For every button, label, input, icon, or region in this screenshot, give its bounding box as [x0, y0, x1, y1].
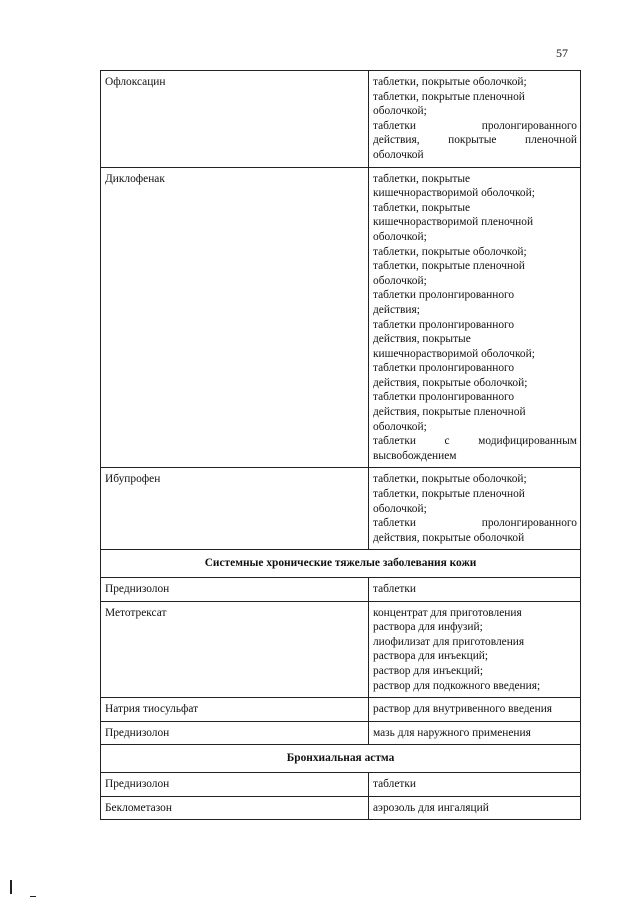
section-title: Системные хронические тяжелые заболевания кожи	[101, 550, 581, 578]
dosage-form-line: оболочкой;	[373, 274, 427, 287]
dosage-form-line: таблетки, покрытые пленочной	[373, 90, 525, 103]
dosage-form-line: оболочкой;	[373, 420, 427, 433]
dosage-form-line: раствор для подкожного введения;	[373, 679, 541, 692]
drug-name: Беклометазон	[101, 796, 369, 820]
drug-name: Преднизолон	[101, 772, 369, 796]
dosage-forms	[369, 167, 581, 468]
dosage-forms	[369, 601, 581, 698]
dosage-form-line: раствор для инъекций;	[373, 664, 484, 677]
dosage-form-line: действия, покрытые оболочкой	[373, 531, 525, 544]
dosage-form-line: таблетки, покрытые оболочкой;	[373, 245, 527, 258]
drug-name: Диклофенак	[101, 167, 369, 468]
dosage-form-line: лиофилизат для приготовления	[373, 635, 525, 648]
dosage-form-line: действия, покрытые пленочной	[373, 406, 526, 419]
table-row	[101, 721, 581, 745]
dosage-form-line: раствор для внутривенного введения	[373, 703, 553, 716]
dosage-form-line: таблетки пролонгированного	[373, 318, 515, 331]
section-row	[101, 550, 581, 578]
dosage-form-line: таблетки пролонгированного	[373, 391, 515, 404]
drug-name: Метотрексат	[101, 601, 369, 698]
dosage-form-line: аэрозоль для ингаляций	[373, 801, 489, 814]
dosage-forms	[369, 698, 581, 722]
dosage-form-line: действия, покрытые	[373, 333, 471, 346]
drug-table	[100, 70, 581, 820]
dosage-form-line: таблетки с модифицированным	[373, 435, 577, 448]
dosage-forms	[369, 468, 581, 550]
dosage-form-line: таблетки пролонгированного	[373, 517, 577, 530]
dosage-form-line: оболочкой	[373, 148, 424, 161]
section-row	[101, 745, 581, 773]
dosage-form-line: оболочкой;	[373, 230, 427, 243]
dosage-form-line: таблетки, покрытые пленочной	[373, 260, 525, 273]
table-row	[101, 71, 581, 168]
dosage-form-line: таблетки, покрытые	[373, 172, 471, 185]
dosage-form-line: таблетки, покрытые оболочкой;	[373, 473, 527, 486]
dosage-form-line: таблетки, покрытые	[373, 201, 471, 214]
dosage-form-line: таблетки	[373, 583, 417, 595]
dosage-form-line: высвобождением	[373, 449, 457, 462]
dosage-form-line: оболочкой;	[373, 502, 427, 515]
dosage-form-line: таблетки пролонгированного	[373, 289, 515, 302]
dosage-forms	[369, 721, 581, 745]
dosage-form-line: действия, покрытые оболочкой;	[373, 376, 528, 389]
dosage-form-line: таблетки	[373, 777, 417, 790]
dosage-form-line: таблетки пролонгированного	[373, 119, 577, 132]
dosage-form-line: таблетки, покрытые оболочкой;	[373, 76, 527, 88]
dosage-form-line: кишечнорастворимой оболочкой;	[373, 347, 535, 360]
dosage-form-line: мазь для наружного применения	[373, 726, 531, 739]
table-row	[101, 796, 581, 820]
table-row	[101, 601, 581, 698]
drug-name: Преднизолон	[101, 721, 369, 745]
dosage-forms	[369, 71, 581, 168]
section-title: Бронхиальная астма	[101, 745, 581, 773]
scan-mark	[10, 880, 12, 894]
dosage-forms	[369, 772, 581, 796]
dosage-form-line: оболочкой;	[373, 105, 427, 118]
dosage-form-line: кишечнорастворимой оболочкой;	[373, 187, 535, 200]
dosage-forms	[369, 796, 581, 820]
dosage-form-line: таблетки пролонгированного	[373, 362, 515, 375]
drug-name: Преднизолон	[101, 578, 369, 602]
drug-name: Офлоксацин	[101, 71, 369, 168]
page-number: 57	[556, 46, 568, 60]
dosage-form-line: кишечнорастворимой пленочной	[373, 216, 534, 229]
table-row	[101, 468, 581, 550]
drug-name: Ибупрофен	[101, 468, 369, 550]
table-row	[101, 167, 581, 468]
dosage-form-line: действия;	[373, 303, 420, 316]
drug-name: Натрия тиосульфат	[101, 698, 369, 722]
scan-mark	[30, 896, 36, 897]
dosage-forms	[369, 578, 581, 602]
table-row	[101, 698, 581, 722]
dosage-form-line: раствора для инъекций;	[373, 650, 489, 663]
dosage-form-line: концентрат для приготовления	[373, 606, 522, 619]
dosage-form-line: действия, покрытые пленочной	[373, 134, 577, 147]
table-body	[101, 71, 581, 820]
table-row	[101, 772, 581, 796]
dosage-form-line: таблетки, покрытые пленочной	[373, 488, 525, 501]
dosage-form-line: раствора для инфузий;	[373, 621, 483, 634]
table-row	[101, 578, 581, 602]
